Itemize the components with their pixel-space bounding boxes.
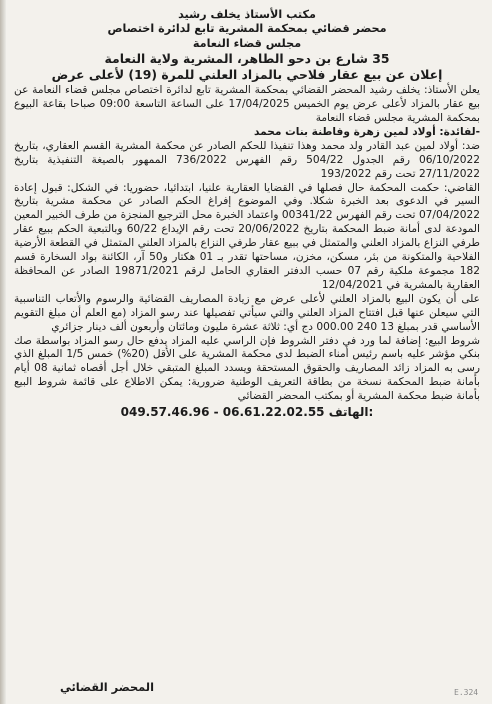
phone-numbers: 049.57.46.96 - 06.61.22.02.55 [120,405,325,420]
phone-line [14,406,480,420]
sale-terms-paragraph: على أن يكون البيع بالمزاد العلني لأعلى عرض مع زيادة المصاريف القضائية والرسوم والأتعاب التناسبية التي سيعلن عنها قبل افتتاح المزاد العلني والتي سيأتي تفصيلها عند رسو المزاد (مع العلم أن مبلغ التقويم الأساسي قدر بمبلغ 13 240 000.00 دج أي: ثلاثة عشرة مليون ومائتان وأربعون ألف دينار جزائري [14,292,480,333]
bailiff-signature: المحضر القضائي [60,680,154,694]
announcement-paragraph: يعلن الأستاذ: يخلف رشيد المحضر القضائي بمحكمة المشرية تابع لدائرة اختصاص مجلس قضاء النعامة عن بيع عقار بالمزاد لأعلى عرض يوم الخميس 17/04/2025 على الساعة التاسعة 09:00 صباحا بقاعة البيوع بمحكمة المشرية مجلس قضاء النعامة [14,84,480,125]
bailiff-title: محضر قضائي بمحكمة المشرية تابع لدائرة اختصاص [107,22,387,36]
page-edge-shadow [0,0,6,704]
court-jurisdiction: مجلس قضاء النعامة [192,36,302,50]
phone-label: الهاتف: [328,405,374,420]
notice-title: إعلان عن بيع عقار فلاحي بالمزاد العلني للمرة (19) لأعلى عرض [51,66,443,82]
office-address: 35 شارع بن دحو الطاهر، المشرية ولاية النعامة [104,51,390,67]
judgment-paragraph: القاضي: حكمت المحكمة حال فصلها في القضايا العقارية علنيا، ابتدائيا، حضوريا: في الشكل: قبول إعادة السير في الدعوى بعد الخبرة شكلا. وفي الموضوع إفراغ الحكم الصادر عن محكمة مشرية بتاريخ 07/04/2022 تحت رقم الفهرس 00341/22 واعتماد الخبرة محل الترجيع المنجزة من طرف الخبير المعين المودعة لدى أمانة ضبط المحكمة بتاريخ 20/06/2022 تحت رقم الإيداع 60/22 وبالتبعية الحكم ببيع عقار طرفي النزاع بالمزاد العلني والمتمثل في ببيع عقار طرفي النزاع بالمزاد العلني المتمثل في القطعة الأرضية الفلاحية والمتكونة من بئر، مسكن، مخزن، مساحتها تقدر بـ 01 هكتار و50 آر، الكائنة بواد السخارة قسم 182 مجموعة ملكية رقم 07 حسب الدفتر العقاري الحامل لرقم 19871/2021 الصادر عن المحافظة العقارية بالمشرية في 12/04/2021 [14,181,480,291]
defendant-paragraph: ضد: أولاد لمين عبد القادر ولد محمد وهذا تنفيذا للحكم الصادر عن محكمة المشرية القسم العقاري، بتاريخ 06/10/2022 رقم الجدول 504/22 رقم الفهرس 736/2022 الممهور بالصيغة التنفيذية بتاريخ 27/11/2022 تحت رقم 193/2022 [14,139,481,180]
sale-conditions-paragraph: شروط البيع: إضافة لما ورد في دفتر الشروط فإن الراسي عليه المزاد يدفع حال رسو المزاد بواسطة صك بنكي مؤشر عليه باسم رئيس أمناء الضبط لدى محكمة المشرية على الأقل (20%) خمس 1/5 المبلغ الذي رسى به المزاد زائد المصاريف والحقوق المستحقة ويسدد المبلغ المتبقي خلال أجل أقصاه ثمانية 08 أيام بأمانة ضبط المحكمة نسخة من بطاقة التعريف الوطنية ضرورية: يمكن الاطلاع على قائمة شروط البيع بأمانة ضبط محكمة المشرية أو بمكتب المحضر القضائي [14,334,480,403]
beneficiary-line: -لفائدة: أولاد لمين زهرة وفاطنة بنات محمد [253,125,480,138]
auction-notice [14,8,480,420]
office-name: مكتب الأستاذ يخلف رشيد [178,8,316,21]
page-stamp: E.324 [454,688,479,697]
